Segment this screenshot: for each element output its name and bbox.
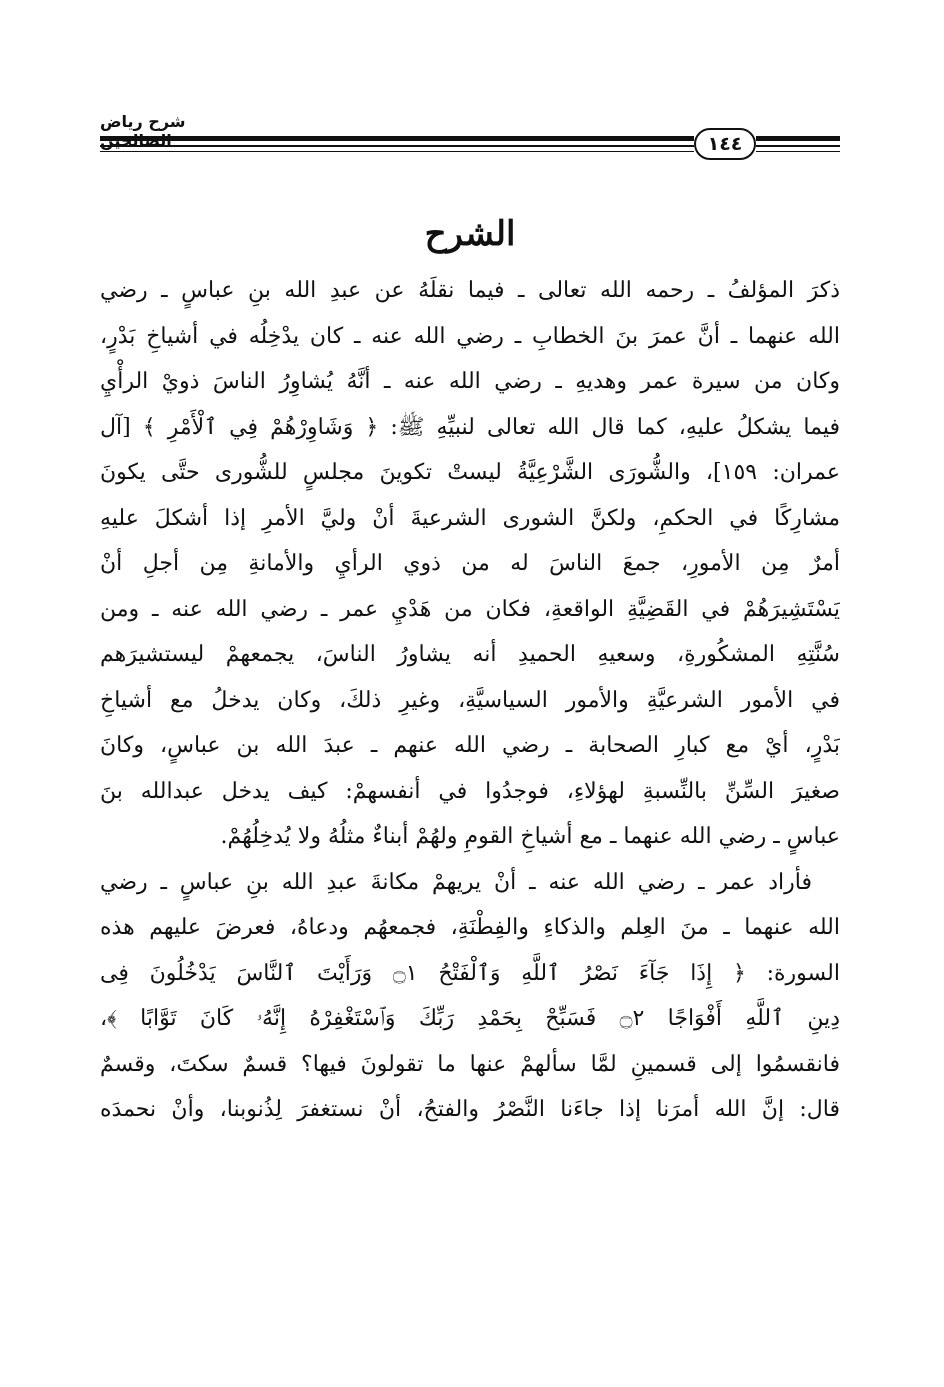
text-line: مشارِكًا في الحكمِ، ولكنَّ الشورى الشرعيةَ أنْ وليَّ الأمرِ إذا أشكلَ عليهِ <box>100 505 840 531</box>
text-line: فأراد عمر ـ رضي الله عنه ـ أنْ يريهمْ مكانةَ عبدِ الله بنِ عباسٍ ـ رضي <box>100 869 812 895</box>
header-rule <box>756 136 840 141</box>
header-rule <box>100 136 694 141</box>
quran-verse-line: دِينِ ٱللَّهِ أَفْوَاجًا ۝٢ فَسَبِّحْ بِحَمْدِ رَبِّكَ وَٱسْتَغْفِرْهُ إِنَّهُۥ كَانَ تَوَّابًا ﴾، <box>100 1006 840 1031</box>
text-line: فانقسمُوا إلى قسمينِ لمَّا سألهمْ عنها ما تقولونَ فيها؟ قسمٌ سكتَ، وقسمٌ <box>100 1051 840 1077</box>
running-title: شرح رياض <box>100 112 186 131</box>
header-rule <box>100 145 694 147</box>
page-number: ١٤٤ <box>694 128 756 160</box>
quran-verse-line: السورة: ﴿ إِذَا جَآءَ نَصْرُ ٱللَّهِ وَٱلْفَتْحُ ۝١ وَرَأَيْتَ ٱلنَّاسَ يَدْخُلُونَ فِى <box>100 960 840 986</box>
text-line: الله عنهما ـ أنَّ عمرَ بنَ الخطابِ ـ رضي الله عنه ـ كان يدْخِلُه في أشياخِ بَدْرٍ، <box>100 323 840 349</box>
header-rule <box>756 145 840 147</box>
text-line: في الأمور الشرعيَّةِ والأمور السياسيَّةِ، وغيرِ ذلكَ، وكان يدخلُ مع أشياخِ <box>100 687 840 713</box>
body-text <box>100 268 840 1133</box>
text-line: سُنَّتِهِ المشكُورةِ، وسعيهِ الحميدِ أنه يشاورُ الناسَ، يجمعهمْ ليستشيرَهم <box>100 642 840 667</box>
text-line: صغيرَ السِّنِّ بالنِّسبةِ لهؤلاءِ، فوجدُوا في أنفسهمْ: كيف يدخل عبدالله بنَ <box>100 778 840 804</box>
text-line: فيما يشكلُ عليهِ، كما قال الله تعالى لنبيِّهِ ﷺ: ﴿ وَشَاوِرْهُمْ فِي ٱلْأَمْرِ ﴾ [آل <box>100 414 840 440</box>
text-line: بَدْرٍ، أيْ مع كبارِ الصحابة ـ رضي الله عنهم ـ عبدَ الله بن عباسٍ، وكانَ <box>100 733 840 758</box>
section-heading: الشرح <box>424 214 516 254</box>
text-line: ذكرَ المؤلفُ ـ رحمه الله تعالى ـ فيما نقلَهُ عن عبدِ الله بنِ عباسٍ ـ رضي <box>100 278 840 303</box>
text-line: عمران: ١٥٩]، والشُّورَى الشَّرْعِيَّةُ ليستْ تكوينَ مجلسٍ للشُّورى حتَّى يكونَ <box>100 460 840 485</box>
text-line: الله عنهما ـ منَ العِلم والذكاءِ والفِطْنَةِ، فجمعهُم ودعاهُ، فعرضَ عليهم هذه <box>100 915 840 940</box>
text-line: أمرٌ مِن الأمورِ، جمعَ الناسَ له من ذوي الرأيِ والأمانةِ مِن أجلِ أنْ <box>100 551 840 576</box>
header-rule <box>100 151 694 152</box>
text-line: يَسْتَشِيرَهُمْ في القَضِيَّةِ الواقعةِ، فكان من هَدْيِ عمر ـ رضي الله عنه ـ ومن <box>100 596 840 622</box>
header-rule <box>756 151 840 152</box>
text-line: قال: إنَّ الله أمرَنا إذا جاءَنا النَّصْرُ والفتحُ، أنْ نستغفرَ لِذُنوبنا، وأنْ نحمدَه <box>100 1097 840 1122</box>
text-line: عباسٍ ـ رضي الله عنهما ـ مع أشياخِ القومِ ولهُمْ أبناءٌ مثلُهُ ولا يُدخِلُهُمْ. <box>220 824 840 849</box>
text-line: وكان من سيرة عمر وهديهِ ـ رضي الله عنه ـ أنَّهُ يُشاوِرُ الناسَ ذويْ الرأْيِ <box>100 369 840 394</box>
